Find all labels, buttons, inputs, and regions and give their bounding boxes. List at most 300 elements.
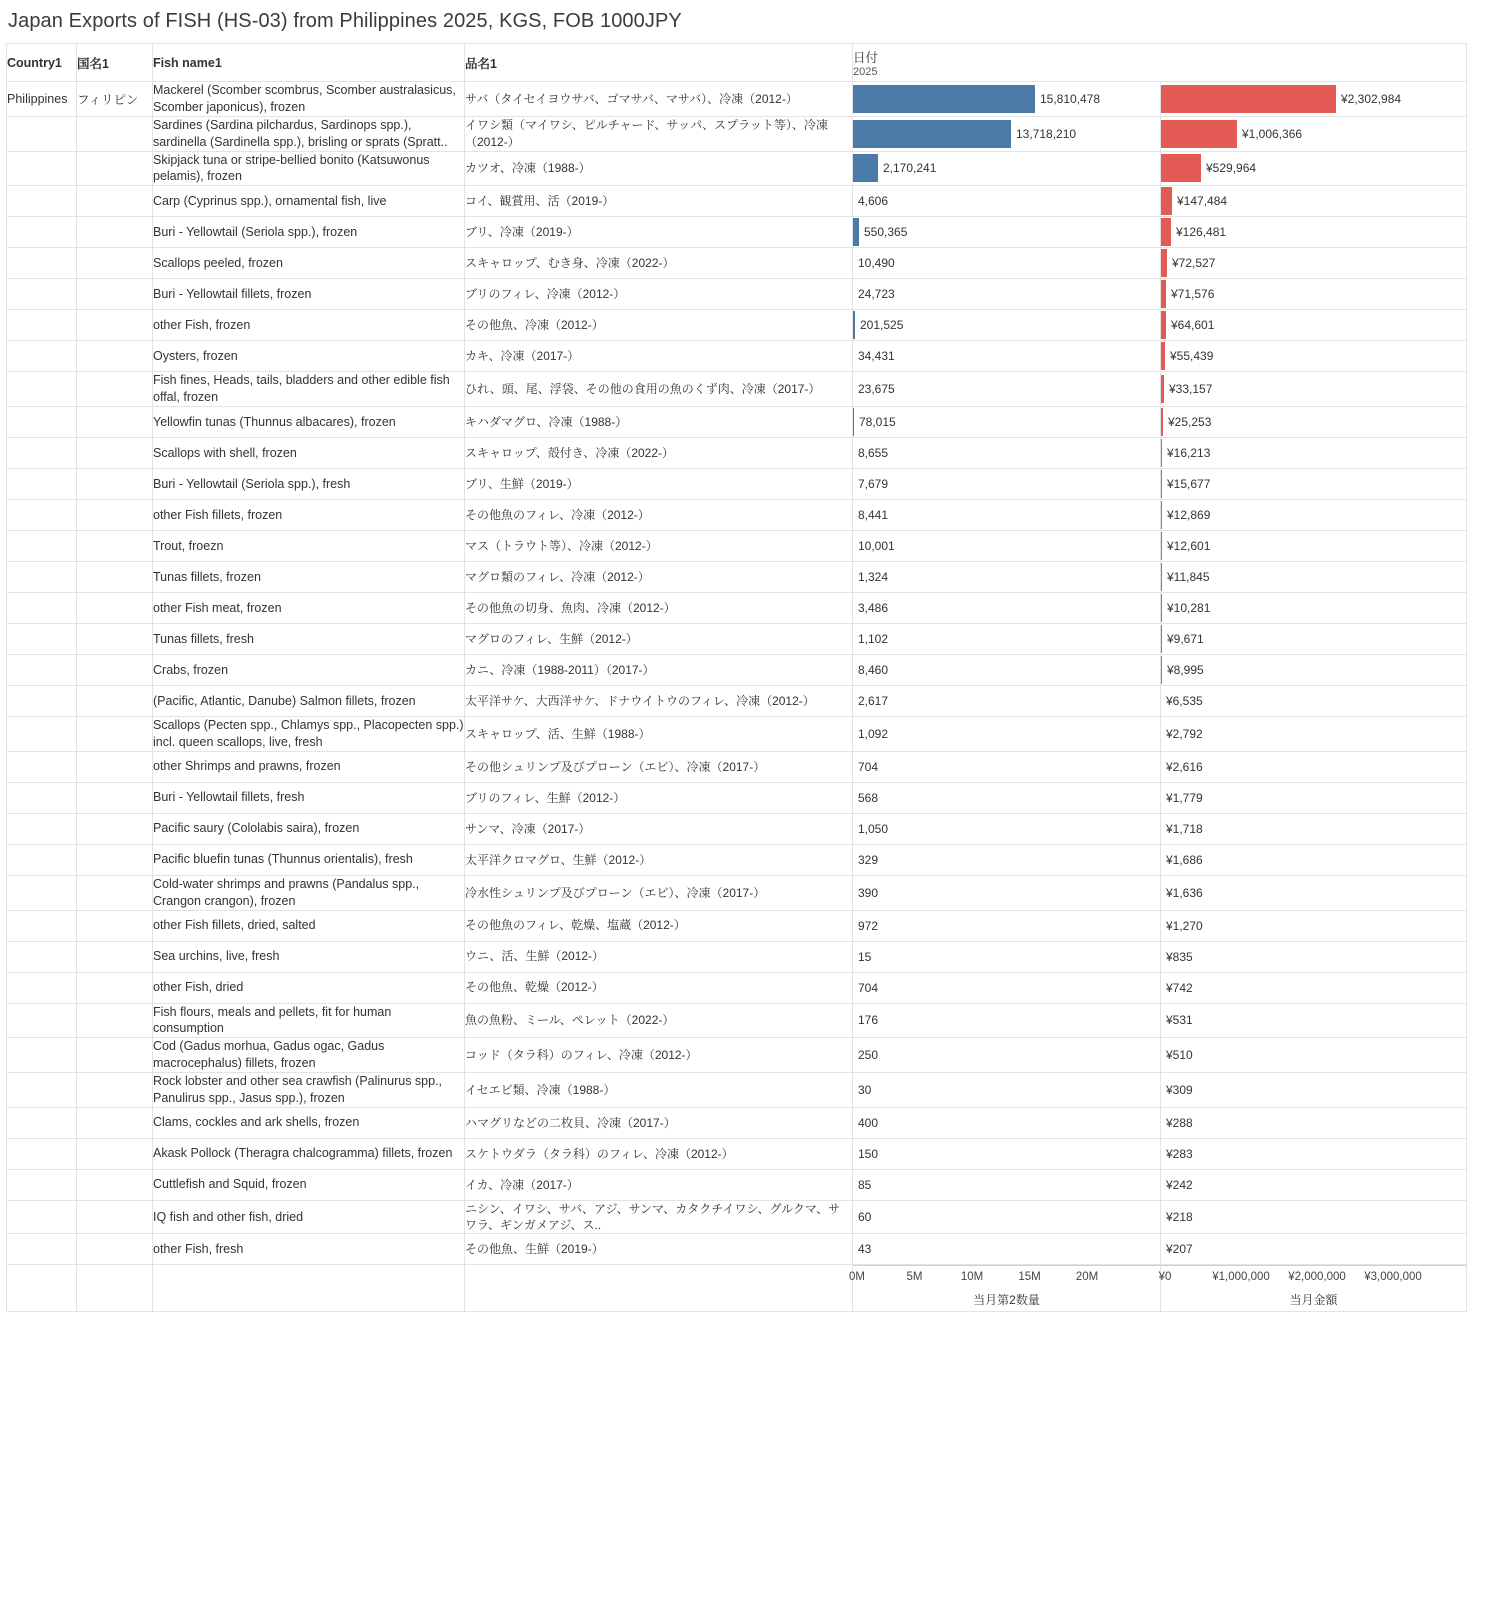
fish-name-ja: カニ、冷凍（1988-2011）（2017-） — [465, 655, 853, 686]
qty-bar-cell[interactable] — [853, 1200, 1161, 1233]
country-name-en — [7, 782, 77, 813]
fish-name-en: other Fish, frozen — [153, 310, 465, 341]
fish-name-en: Pacific saury (Cololabis saira), frozen — [153, 813, 465, 844]
amount-label: ¥16,213 — [1167, 446, 1211, 460]
data-table — [6, 43, 1467, 1312]
amount-label: ¥8,995 — [1167, 663, 1204, 677]
fish-name-en: Buri - Yellowtail fillets, fresh — [153, 782, 465, 813]
amount-bar-cell[interactable] — [1161, 151, 1467, 186]
amount-bar-cell[interactable] — [1161, 217, 1467, 248]
country-name-en — [7, 186, 77, 217]
amount-label: ¥309 — [1166, 1082, 1193, 1097]
qty-bar[interactable] — [853, 154, 878, 182]
amount-label: ¥510 — [1166, 1048, 1193, 1063]
country-name-en — [7, 844, 77, 875]
qty-bar-cell[interactable] — [853, 1234, 1161, 1265]
fish-name-en: Trout, froezn — [153, 531, 465, 562]
table-row[interactable] — [7, 217, 1467, 248]
amount-bar-cell[interactable] — [1161, 1003, 1467, 1038]
amount-bar-cell[interactable] — [1161, 1169, 1467, 1200]
country-name-en — [7, 717, 77, 752]
qty-bar-cell[interactable] — [853, 910, 1161, 941]
amount-label: ¥11,845 — [1167, 570, 1210, 584]
country-name-ja — [77, 593, 153, 624]
country-name-en: Philippines — [7, 82, 77, 117]
amount-bar-cell[interactable] — [1161, 531, 1467, 562]
country-name-ja — [77, 310, 153, 341]
country-name-en — [7, 341, 77, 372]
amount-axis-tick: ¥3,000,000 — [1364, 1271, 1422, 1284]
qty-bar-cell[interactable] — [853, 310, 1161, 341]
qty-bar-cell[interactable] — [853, 1038, 1161, 1073]
amount-bar-cell[interactable] — [1161, 717, 1467, 752]
amount-label: ¥126,481 — [1176, 225, 1227, 240]
country-name-ja — [77, 151, 153, 186]
amount-label: ¥1,779 — [1166, 790, 1203, 805]
table-row[interactable] — [7, 562, 1467, 593]
country-name-ja — [77, 972, 153, 1003]
amount-bar-cell[interactable] — [1161, 341, 1467, 372]
fish-name-ja: ブリのフィレ、生鮮（2012-） — [465, 782, 853, 813]
fish-name-ja: マス（トラウト等）、冷凍（2012-） — [465, 531, 853, 562]
table-row[interactable] — [7, 1138, 1467, 1169]
fish-name-ja: コイ、観賞用、活（2019-） — [465, 186, 853, 217]
qty-label: 150 — [858, 1146, 879, 1161]
amount-bar[interactable] — [1161, 154, 1201, 182]
fish-name-ja: ブリ、冷凍（2019-） — [465, 217, 853, 248]
qty-bar-cell[interactable] — [853, 116, 1161, 151]
amount-bar-cell[interactable] — [1161, 116, 1467, 151]
fish-name-en: other Fish, fresh — [153, 1234, 465, 1265]
fish-name-ja: スキャロップ、むき身、冷凍（2022-） — [465, 248, 853, 279]
amount-label: ¥1,270 — [1166, 918, 1203, 933]
country-name-en — [7, 438, 77, 469]
amount-bar-cell[interactable] — [1161, 372, 1467, 407]
fish-name-ja: その他魚、生鮮（2019-） — [465, 1234, 853, 1265]
table-row[interactable] — [7, 686, 1467, 717]
fish-name-ja: 太平洋クロマグロ、生鮮（2012-） — [465, 844, 853, 875]
qty-bar[interactable] — [853, 85, 1035, 113]
table-row[interactable] — [7, 813, 1467, 844]
qty-label: 30 — [858, 1082, 872, 1097]
table-row[interactable] — [7, 248, 1467, 279]
amount-bar-cell[interactable] — [1161, 1038, 1467, 1073]
country-name-en — [7, 217, 77, 248]
qty-axis-tick: 5M — [906, 1271, 923, 1284]
country-name-ja — [77, 407, 153, 438]
fish-name-ja: カツオ、冷凍（1988-） — [465, 151, 853, 186]
qty-label: 34,431 — [858, 349, 895, 364]
fish-name-en: Skipjack tuna or stripe-bellied bonito (Katsuwonus pelamis), frozen — [153, 151, 465, 186]
country-name-ja — [77, 248, 153, 279]
fish-name-en: Buri - Yellowtail (Seriola spp.), fresh — [153, 469, 465, 500]
qty-bar-cell[interactable] — [853, 1138, 1161, 1169]
header-date — [853, 44, 1467, 82]
country-name-ja: フィリピン — [77, 82, 153, 117]
header-fishname1[interactable]: Fish name1 — [153, 44, 465, 82]
qty-bar-cell[interactable] — [853, 593, 1161, 624]
qty-bar-cell[interactable] — [853, 1073, 1161, 1108]
fish-name-ja: スキャロップ、殻付き、冷凍（2022-） — [465, 438, 853, 469]
qty-bar-cell[interactable] — [853, 82, 1161, 117]
country-name-en — [7, 116, 77, 151]
country-name-en — [7, 407, 77, 438]
qty-bar-cell[interactable] — [853, 782, 1161, 813]
qty-bar-cell[interactable] — [853, 531, 1161, 562]
fish-name-ja: カキ、冷凍（2017-） — [465, 341, 853, 372]
fish-name-en: Oysters, frozen — [153, 341, 465, 372]
qty-bar-cell[interactable] — [853, 844, 1161, 875]
amount-bar-cell[interactable] — [1161, 686, 1467, 717]
country-name-en — [7, 1038, 77, 1073]
table-row[interactable] — [7, 82, 1467, 117]
qty-bar-cell[interactable] — [853, 1107, 1161, 1138]
table-row[interactable] — [7, 782, 1467, 813]
table-row[interactable] — [7, 407, 1467, 438]
fish-name-en: Sea urchins, live, fresh — [153, 941, 465, 972]
fish-name-ja: イセエビ類、冷凍（1988-） — [465, 1073, 853, 1108]
qty-bar-cell[interactable] — [853, 469, 1161, 500]
amount-bar-cell[interactable] — [1161, 1234, 1467, 1265]
amount-label: ¥10,281 — [1167, 601, 1211, 615]
qty-label: 8,655 — [858, 446, 889, 460]
amount-bar-cell[interactable] — [1161, 593, 1467, 624]
qty-bar-cell[interactable] — [853, 624, 1161, 655]
amount-bar[interactable] — [1161, 120, 1237, 148]
amount-bar-cell[interactable] — [1161, 500, 1467, 531]
qty-label: 15,810,478 — [1040, 91, 1101, 106]
fish-name-en: Pacific bluefin tunas (Thunnus orientalis), fresh — [153, 844, 465, 875]
amount-label: ¥242 — [1166, 1177, 1193, 1192]
fish-name-ja: その他シュリンプ及びプローン（エビ）、冷凍（2017-） — [465, 751, 853, 782]
table-header-row — [7, 44, 1467, 82]
table-row[interactable] — [7, 910, 1467, 941]
table-row[interactable] — [7, 593, 1467, 624]
amount-bar-cell[interactable] — [1161, 910, 1467, 941]
table-row[interactable] — [7, 972, 1467, 1003]
amount-label: ¥531 — [1166, 1013, 1193, 1028]
table-row[interactable] — [7, 624, 1467, 655]
amount-bar-cell[interactable] — [1161, 279, 1467, 310]
fish-name-en: Tunas fillets, fresh — [153, 624, 465, 655]
amount-label: ¥742 — [1166, 980, 1193, 995]
country-name-en — [7, 469, 77, 500]
qty-bar-cell[interactable] — [853, 717, 1161, 752]
qty-label: 568 — [858, 790, 879, 805]
qty-label: 1,050 — [858, 821, 889, 836]
fish-name-en: Tunas fillets, frozen — [153, 562, 465, 593]
amount-label: ¥207 — [1166, 1242, 1193, 1257]
country-name-en — [7, 1073, 77, 1108]
fish-name-en: other Fish fillets, frozen — [153, 500, 465, 531]
amount-bar-cell[interactable] — [1161, 782, 1467, 813]
header-kokumei1[interactable]: 国名1 — [77, 44, 153, 82]
qty-label: 7,679 — [858, 477, 889, 491]
table-row[interactable] — [7, 1107, 1467, 1138]
fish-name-en: Fish fines, Heads, tails, bladders and other edible fish offal, frozen — [153, 372, 465, 407]
qty-bar-cell[interactable] — [853, 686, 1161, 717]
qty-bar-cell[interactable] — [853, 372, 1161, 407]
amount-label: ¥6,535 — [1166, 694, 1203, 708]
table-row[interactable] — [7, 1200, 1467, 1233]
fish-name-en: other Fish meat, frozen — [153, 593, 465, 624]
amount-bar-cell[interactable] — [1161, 248, 1467, 279]
amount-bar-cell[interactable] — [1161, 844, 1467, 875]
table-row[interactable] — [7, 875, 1467, 910]
qty-bar-cell[interactable] — [853, 186, 1161, 217]
amount-bar-cell[interactable] — [1161, 1107, 1467, 1138]
amount-label: ¥288 — [1166, 1115, 1193, 1130]
table-row[interactable] — [7, 1038, 1467, 1073]
table-row[interactable] — [7, 186, 1467, 217]
amount-label: ¥2,616 — [1166, 759, 1203, 774]
amount-bar-cell[interactable] — [1161, 751, 1467, 782]
qty-label: 8,441 — [858, 508, 889, 522]
qty-label: 704 — [858, 759, 879, 774]
country-name-ja — [77, 279, 153, 310]
country-name-ja — [77, 438, 153, 469]
table-row[interactable] — [7, 751, 1467, 782]
amount-bar-cell[interactable] — [1161, 562, 1467, 593]
country-name-ja — [77, 469, 153, 500]
header-hinmei1[interactable]: 品名1 — [465, 44, 853, 82]
qty-label: 400 — [858, 1115, 879, 1130]
fish-name-en: Crabs, frozen — [153, 655, 465, 686]
amount-label: ¥2,302,984 — [1341, 91, 1402, 106]
fish-name-ja: スケトウダラ（タラ科）のフィレ、冷凍（2012-） — [465, 1138, 853, 1169]
country-name-en — [7, 1138, 77, 1169]
qty-label: 2,617 — [858, 694, 889, 708]
fish-name-en: Rock lobster and other sea crawfish (Palinurus spp., Panulirus spp., Jasus spp.), frozen — [153, 1073, 465, 1108]
fish-name-ja: 太平洋サケ、大西洋サケ、ドナウイトウのフィレ、冷凍（2012-） — [465, 686, 853, 717]
amount-label: ¥55,439 — [1170, 349, 1214, 364]
fish-name-ja: イカ、冷凍（2017-） — [465, 1169, 853, 1200]
country-name-en — [7, 562, 77, 593]
axis-row — [7, 1265, 1467, 1312]
amount-bar-cell[interactable] — [1161, 875, 1467, 910]
country-name-ja — [77, 624, 153, 655]
table-row[interactable] — [7, 1003, 1467, 1038]
country-name-en — [7, 1003, 77, 1038]
fish-name-ja: ブリ、生鮮（2019-） — [465, 469, 853, 500]
table-row[interactable] — [7, 279, 1467, 310]
country-name-ja — [77, 217, 153, 248]
table-row[interactable] — [7, 941, 1467, 972]
fish-name-en: other Fish, dried — [153, 972, 465, 1003]
qty-bar-cell[interactable] — [853, 151, 1161, 186]
qty-label: 390 — [858, 885, 879, 900]
qty-label: 329 — [858, 852, 879, 867]
country-name-ja — [77, 500, 153, 531]
table-row[interactable] — [7, 1169, 1467, 1200]
amount-bar[interactable] — [1161, 187, 1172, 215]
fish-name-en: Fish flours, meals and pellets, fit for human consumption — [153, 1003, 465, 1038]
country-name-en — [7, 531, 77, 562]
qty-bar-cell[interactable] — [853, 217, 1161, 248]
qty-bar-cell[interactable] — [853, 875, 1161, 910]
country-name-ja — [77, 655, 153, 686]
qty-bar-cell[interactable] — [853, 1003, 1161, 1038]
table-row[interactable] — [7, 116, 1467, 151]
qty-label: 1,324 — [858, 570, 889, 584]
qty-bar-cell[interactable] — [853, 407, 1161, 438]
amount-label: ¥2,792 — [1166, 726, 1203, 741]
amount-bar-cell[interactable] — [1161, 186, 1467, 217]
qty-bar-cell[interactable] — [853, 248, 1161, 279]
qty-label: 176 — [858, 1013, 879, 1028]
table-row[interactable] — [7, 341, 1467, 372]
qty-label: 2,170,241 — [883, 161, 937, 176]
country-name-en — [7, 593, 77, 624]
table-row[interactable] — [7, 500, 1467, 531]
table-row[interactable] — [7, 655, 1467, 686]
fish-name-ja: その他魚のフィレ、冷凍（2012-） — [465, 500, 853, 531]
qty-bar-cell[interactable] — [853, 500, 1161, 531]
table-row[interactable] — [7, 469, 1467, 500]
fish-name-ja: ブリのフィレ、冷凍（2012-） — [465, 279, 853, 310]
amount-label: ¥25,253 — [1168, 415, 1212, 429]
country-name-ja — [77, 686, 153, 717]
table-row[interactable] — [7, 1073, 1467, 1108]
qty-label: 550,365 — [864, 225, 908, 240]
qty-label: 4,606 — [858, 194, 889, 209]
country-name-en — [7, 1234, 77, 1265]
amount-label: ¥835 — [1166, 949, 1193, 964]
qty-label: 972 — [858, 918, 879, 933]
fish-name-en: Carp (Cyprinus spp.), ornamental fish, live — [153, 186, 465, 217]
country-name-en — [7, 941, 77, 972]
country-name-ja — [77, 875, 153, 910]
table-row[interactable] — [7, 1234, 1467, 1265]
table-row[interactable] — [7, 438, 1467, 469]
qty-axis-tick: 10M — [960, 1271, 984, 1284]
fish-name-ja: イワシ類（マイワシ、ピルチャード、サッパ、スプラット等）、冷凍（2012-） — [465, 116, 853, 151]
country-name-ja — [77, 1138, 153, 1169]
qty-label: 704 — [858, 980, 879, 995]
fish-name-ja: マグロのフィレ、生鮮（2012-） — [465, 624, 853, 655]
amount-axis-tick: ¥2,000,000 — [1288, 1271, 1346, 1284]
country-name-en — [7, 248, 77, 279]
country-name-en — [7, 1107, 77, 1138]
country-name-ja — [77, 562, 153, 593]
country-name-en — [7, 751, 77, 782]
country-name-ja — [77, 1003, 153, 1038]
amount-bar-cell[interactable] — [1161, 1200, 1467, 1233]
header-country1[interactable]: Country1 — [7, 44, 77, 82]
amount-bar[interactable] — [1161, 218, 1171, 246]
qty-bar-cell[interactable] — [853, 655, 1161, 686]
qty-label: 60 — [858, 1209, 872, 1224]
amount-label: ¥12,869 — [1167, 508, 1211, 522]
table-row[interactable] — [7, 372, 1467, 407]
header-date-label: 日付 — [853, 50, 879, 65]
qty-bar-cell[interactable] — [853, 438, 1161, 469]
amount-bar-cell[interactable] — [1161, 469, 1467, 500]
country-name-ja — [77, 1107, 153, 1138]
amount-bar-cell[interactable] — [1161, 438, 1467, 469]
header-date-year: 2025 — [853, 65, 878, 78]
qty-axis-tick: 20M — [1075, 1271, 1099, 1284]
fish-name-ja: 冷水性シュリンプ及びプローン（エビ）、冷凍（2017-） — [465, 875, 853, 910]
qty-bar[interactable] — [853, 120, 1011, 148]
country-name-en — [7, 655, 77, 686]
country-name-en — [7, 151, 77, 186]
qty-bar-cell[interactable] — [853, 813, 1161, 844]
country-name-ja — [77, 341, 153, 372]
country-name-en — [7, 279, 77, 310]
table-row[interactable] — [7, 151, 1467, 186]
qty-label: 1,092 — [858, 726, 889, 741]
fish-name-en: Cold-water shrimps and prawns (Pandalus spp., Crangon crangon), frozen — [153, 875, 465, 910]
amount-bar-cell[interactable] — [1161, 1073, 1467, 1108]
qty-label: 201,525 — [860, 318, 904, 333]
qty-label: 10,490 — [858, 256, 895, 271]
amount-bar-cell[interactable] — [1161, 310, 1467, 341]
country-name-ja — [77, 910, 153, 941]
qty-bar-cell[interactable] — [853, 279, 1161, 310]
table-body — [7, 82, 1467, 1265]
amount-label: ¥12,601 — [1167, 539, 1211, 553]
axis-amt — [1158, 1265, 1467, 1312]
qty-label: 85 — [858, 1177, 872, 1192]
amount-label: ¥64,601 — [1171, 318, 1215, 333]
amount-bar-cell[interactable] — [1161, 82, 1467, 117]
fish-name-ja: 魚の魚粉、ミール、ペレット（2022-） — [465, 1003, 853, 1038]
amount-label: ¥1,006,366 — [1242, 126, 1303, 141]
qty-label: 1,102 — [858, 632, 889, 646]
fish-name-en: IQ fish and other fish, dried — [153, 1200, 465, 1233]
amount-bar-cell[interactable] — [1161, 624, 1467, 655]
amount-bar[interactable] — [1161, 85, 1336, 113]
fish-name-en: (Pacific, Atlantic, Danube) Salmon fillets, frozen — [153, 686, 465, 717]
table-row[interactable] — [7, 717, 1467, 752]
qty-label: 23,675 — [858, 382, 895, 397]
amount-bar-cell[interactable] — [1161, 407, 1467, 438]
country-name-ja — [77, 531, 153, 562]
amount-bar-cell[interactable] — [1161, 655, 1467, 686]
fish-name-en: Buri - Yellowtail fillets, frozen — [153, 279, 465, 310]
qty-bar-cell[interactable] — [853, 1169, 1161, 1200]
fish-name-ja: ひれ、頭、尾、浮袋、その他の食用の魚のくず肉、冷凍（2017-） — [465, 372, 853, 407]
qty-bar-cell[interactable] — [853, 972, 1161, 1003]
qty-label: 8,460 — [858, 663, 889, 677]
country-name-en — [7, 1200, 77, 1233]
amount-label: ¥72,527 — [1172, 256, 1216, 271]
amount-label: ¥33,157 — [1169, 382, 1213, 397]
country-name-ja — [77, 717, 153, 752]
country-name-ja — [77, 1169, 153, 1200]
qty-bar-cell[interactable] — [853, 562, 1161, 593]
amount-axis-tick: ¥0 — [1158, 1271, 1172, 1284]
qty-bar-cell[interactable] — [853, 751, 1161, 782]
table-row[interactable] — [7, 844, 1467, 875]
amount-bar-cell[interactable] — [1161, 941, 1467, 972]
qty-bar-cell[interactable] — [853, 941, 1161, 972]
amount-label: ¥529,964 — [1206, 161, 1257, 176]
table-row[interactable] — [7, 531, 1467, 562]
country-name-en — [7, 624, 77, 655]
amount-bar-cell[interactable] — [1161, 972, 1467, 1003]
amount-bar-cell[interactable] — [1161, 813, 1467, 844]
fish-name-ja: コッド（タラ科）のフィレ、冷凍（2012-） — [465, 1038, 853, 1073]
table-row[interactable] — [7, 310, 1467, 341]
amount-bar-cell[interactable] — [1161, 1138, 1467, 1169]
qty-bar-cell[interactable] — [853, 341, 1161, 372]
fish-name-en: Buri - Yellowtail (Seriola spp.), frozen — [153, 217, 465, 248]
fish-name-ja: サバ（タイセイヨウサバ、ゴマサバ、マサバ）、冷凍（2012-） — [465, 82, 853, 117]
country-name-ja — [77, 1234, 153, 1265]
qty-label: 10,001 — [858, 539, 895, 553]
